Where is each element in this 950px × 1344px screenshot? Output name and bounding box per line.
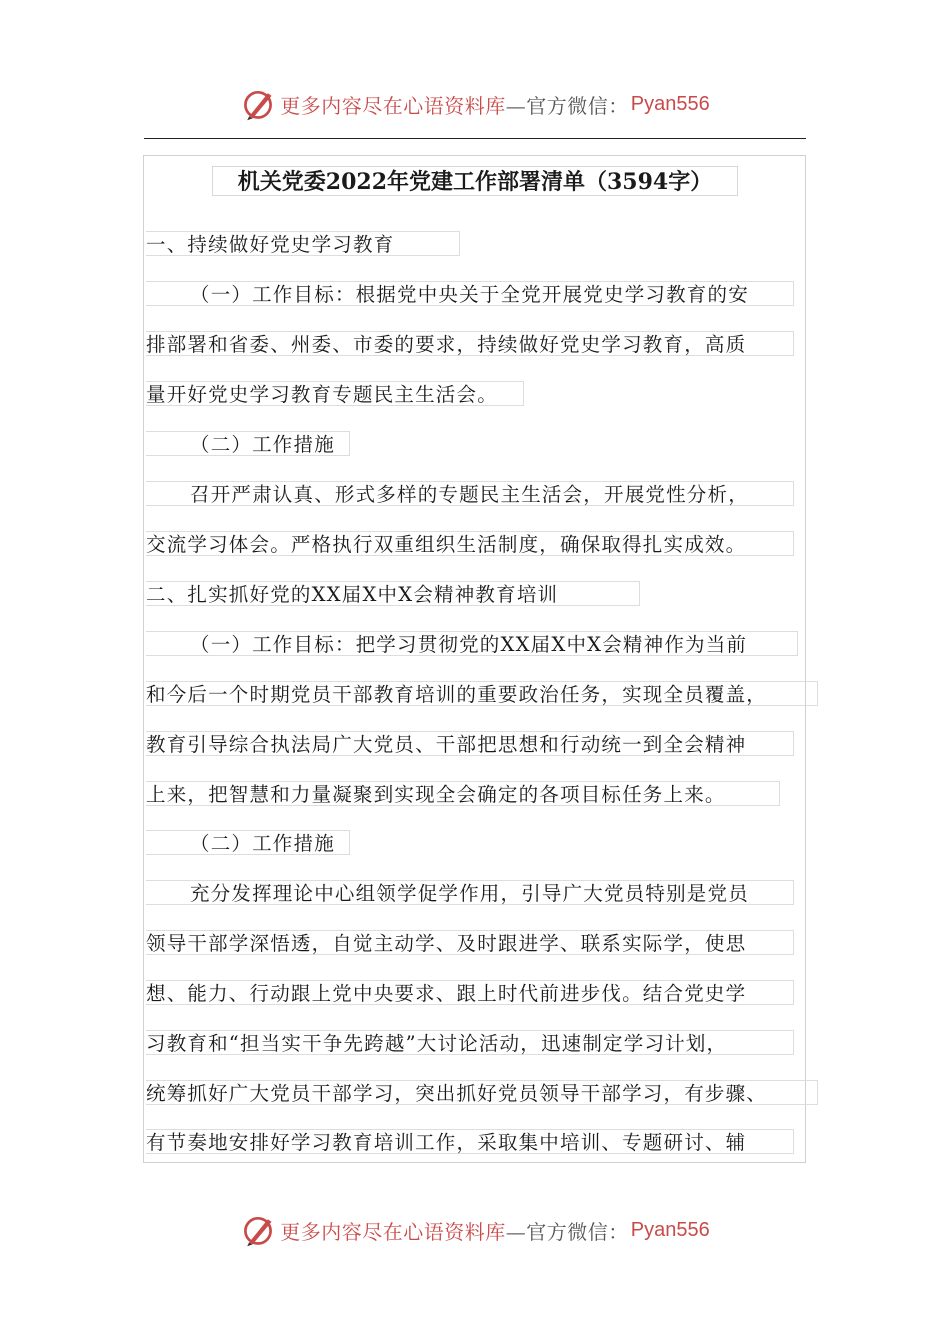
- text-line: 排部署和省委、州委、市委的要求，持续做好党史学习教育，高质: [146, 331, 794, 356]
- text-line: 召开严肃认真、形式多样的专题民主生活会，开展党性分析，: [146, 481, 794, 506]
- header-rule: [144, 138, 806, 139]
- text-line: （一）工作目标：根据党中央关于全党开展党史学习教育的安: [146, 281, 794, 306]
- header-watermark-banner: [0, 82, 950, 126]
- text-line: 想、能力、行动跟上党中央要求、跟上时代前进步伐。结合党史学: [146, 980, 794, 1005]
- text-line: 上来，把智慧和力量凝聚到实现全会确定的各项目标任务上来。: [146, 781, 780, 806]
- pen-logo-icon: [240, 1212, 276, 1248]
- banner-slogan: 更多内容尽在心语资料库: [280, 1219, 506, 1244]
- text-line: 交流学习体会。严格执行双重组织生活制度，确保取得扎实成效。: [146, 531, 794, 556]
- text-line: 习教育和“担当实干争先跨越”大讨论活动，迅速制定学习计划，: [146, 1030, 794, 1055]
- pen-logo-icon: [240, 86, 276, 122]
- banner-slogan: 更多内容尽在心语资料库: [280, 93, 506, 118]
- text-line: 统筹抓好广大党员干部学习，突出抓好党员领导干部学习，有步骤、: [146, 1080, 818, 1105]
- text-line: 和今后一个时期党员干部教育培训的重要政治任务，实现全员覆盖，: [146, 681, 818, 706]
- text-line: 领导干部学深悟透，自觉主动学、及时跟进学、联系实际学，使思: [146, 930, 794, 955]
- section-heading-2: 二、扎实抓好党的XX届X中X会精神教育培训: [146, 581, 640, 606]
- banner-wechat-id: Pyan556: [630, 1218, 710, 1241]
- text-line: 量开好党史学习教育专题民主生活会。: [146, 381, 524, 406]
- section-heading-1: 一、持续做好党史学习教育: [146, 231, 460, 256]
- text-line: 充分发挥理论中心组领学促学作用，引导广大党员特别是党员: [146, 880, 794, 905]
- footer-watermark-banner: [0, 1208, 950, 1252]
- banner-wechat-label: 官方微信：: [526, 1219, 629, 1244]
- text-line: 教育引导综合执法局广大党员、干部把思想和行动统一到全会精神: [146, 731, 794, 756]
- banner-wechat-id: Pyan556: [630, 92, 710, 115]
- subheading-measures-2: （二）工作措施: [146, 830, 350, 855]
- text-line: （一）工作目标：把学习贯彻党的XX届X中X会精神作为当前: [146, 631, 798, 656]
- subheading-measures-1: （二）工作措施: [146, 431, 350, 456]
- text-line: 有节奏地安排好学习教育培训工作，采取集中培训、专题研讨、辅: [146, 1129, 794, 1154]
- banner-dash: —: [505, 1219, 527, 1244]
- document-title: 机关党委2022年党建工作部署清单（3594字）: [212, 166, 738, 196]
- banner-dash: —: [505, 93, 527, 118]
- banner-wechat-label: 官方微信：: [526, 93, 629, 118]
